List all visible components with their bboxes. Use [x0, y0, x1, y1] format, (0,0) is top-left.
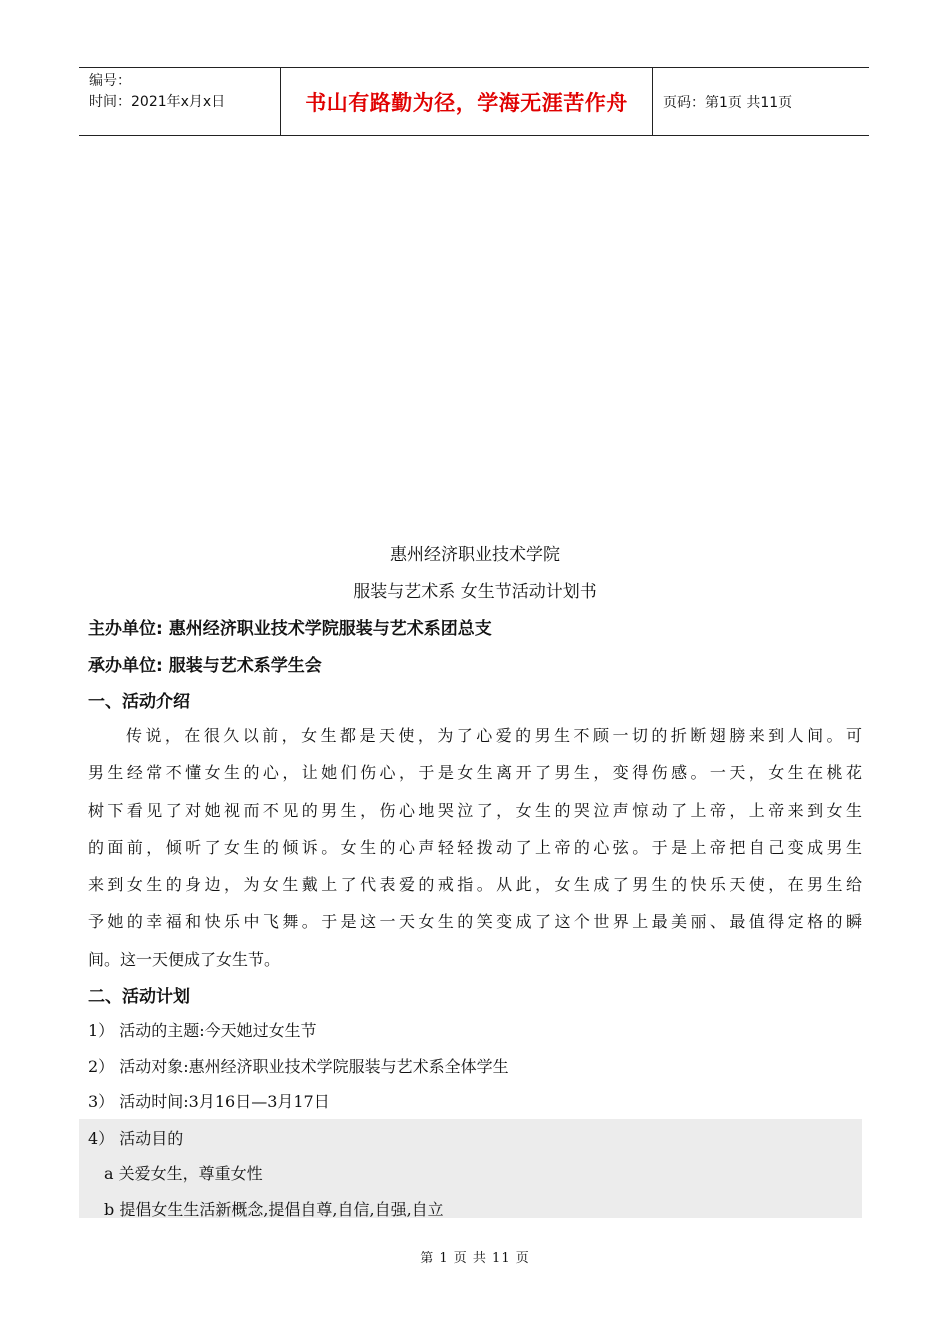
intro-line: 间。这一天便成了女生节。: [88, 949, 281, 969]
undertaker-line: 承办单位: 服装与艺术系学生会: [88, 656, 322, 676]
plan-item-theme: 1） 活动的主题:今天她过女生节: [88, 1021, 317, 1040]
plan-item-purpose: 4） 活动目的: [88, 1129, 184, 1148]
intro-paragraph: [88, 717, 862, 978]
section-heading-intro: 一、活动介绍: [88, 692, 190, 712]
document-title: 惠州经济职业技术学院: [390, 545, 560, 565]
page-footer: 第 1 页 共 11 页: [420, 1251, 530, 1266]
goal-item-a: a 关爱女生，尊重女性: [104, 1164, 263, 1183]
header-motto: 书山有路勤为径，学海无涯苦作舟: [280, 68, 653, 135]
intro-line: 男生经常不懂女生的心，让她们伤心，于是女生离开了男生，变得伤感。一天，女生在桃花: [88, 763, 862, 783]
intro-line: 传说，在很久以前，女生都是天使，为了心爱的男生不顾一切的折断翅膀来到人间。可: [126, 726, 862, 745]
document-subtitle: 服装与艺术系 女生节活动计划书: [353, 582, 597, 602]
organizer-line: 主办单位: 惠州经济职业技术学院服装与艺术系团总支: [88, 619, 492, 639]
plan-item-time: 3） 活动时间:3月16日—3月17日: [88, 1092, 330, 1111]
number-label: 编号：: [89, 73, 131, 89]
goal-item-b: b 提倡女生生活新概念,提倡自尊,自信,自强,自立: [104, 1200, 444, 1219]
date-label: 时间：2021年x月x日: [89, 94, 226, 110]
intro-line: 的面前，倾听了女生的倾诉。女生的心声轻轻拨动了上帝的心弦。于是上帝把自己变成男生: [88, 837, 862, 857]
header-meta: [79, 68, 280, 135]
plan-item-audience: 2） 活动对象:惠州经济职业技术学院服装与艺术系全体学生: [88, 1057, 509, 1076]
intro-line: 来到女生的身边，为女生戴上了代表爱的戒指。从此，女生成了男生的快乐天使，在男生给: [88, 875, 862, 895]
intro-line: 树下看见了对她视而不见的男生，伤心地哭泣了，女生的哭泣声惊动了上帝，上帝来到女生: [88, 800, 862, 820]
section-heading-plan: 二、活动计划: [88, 987, 190, 1007]
header-page-info: 页码：第1页 共11页: [663, 94, 793, 111]
intro-line: 予她的幸福和快乐中飞舞。于是这一天女生的笑变成了这个世界上最美丽、最值得定格的瞬: [88, 912, 862, 932]
page-header: [79, 67, 869, 136]
